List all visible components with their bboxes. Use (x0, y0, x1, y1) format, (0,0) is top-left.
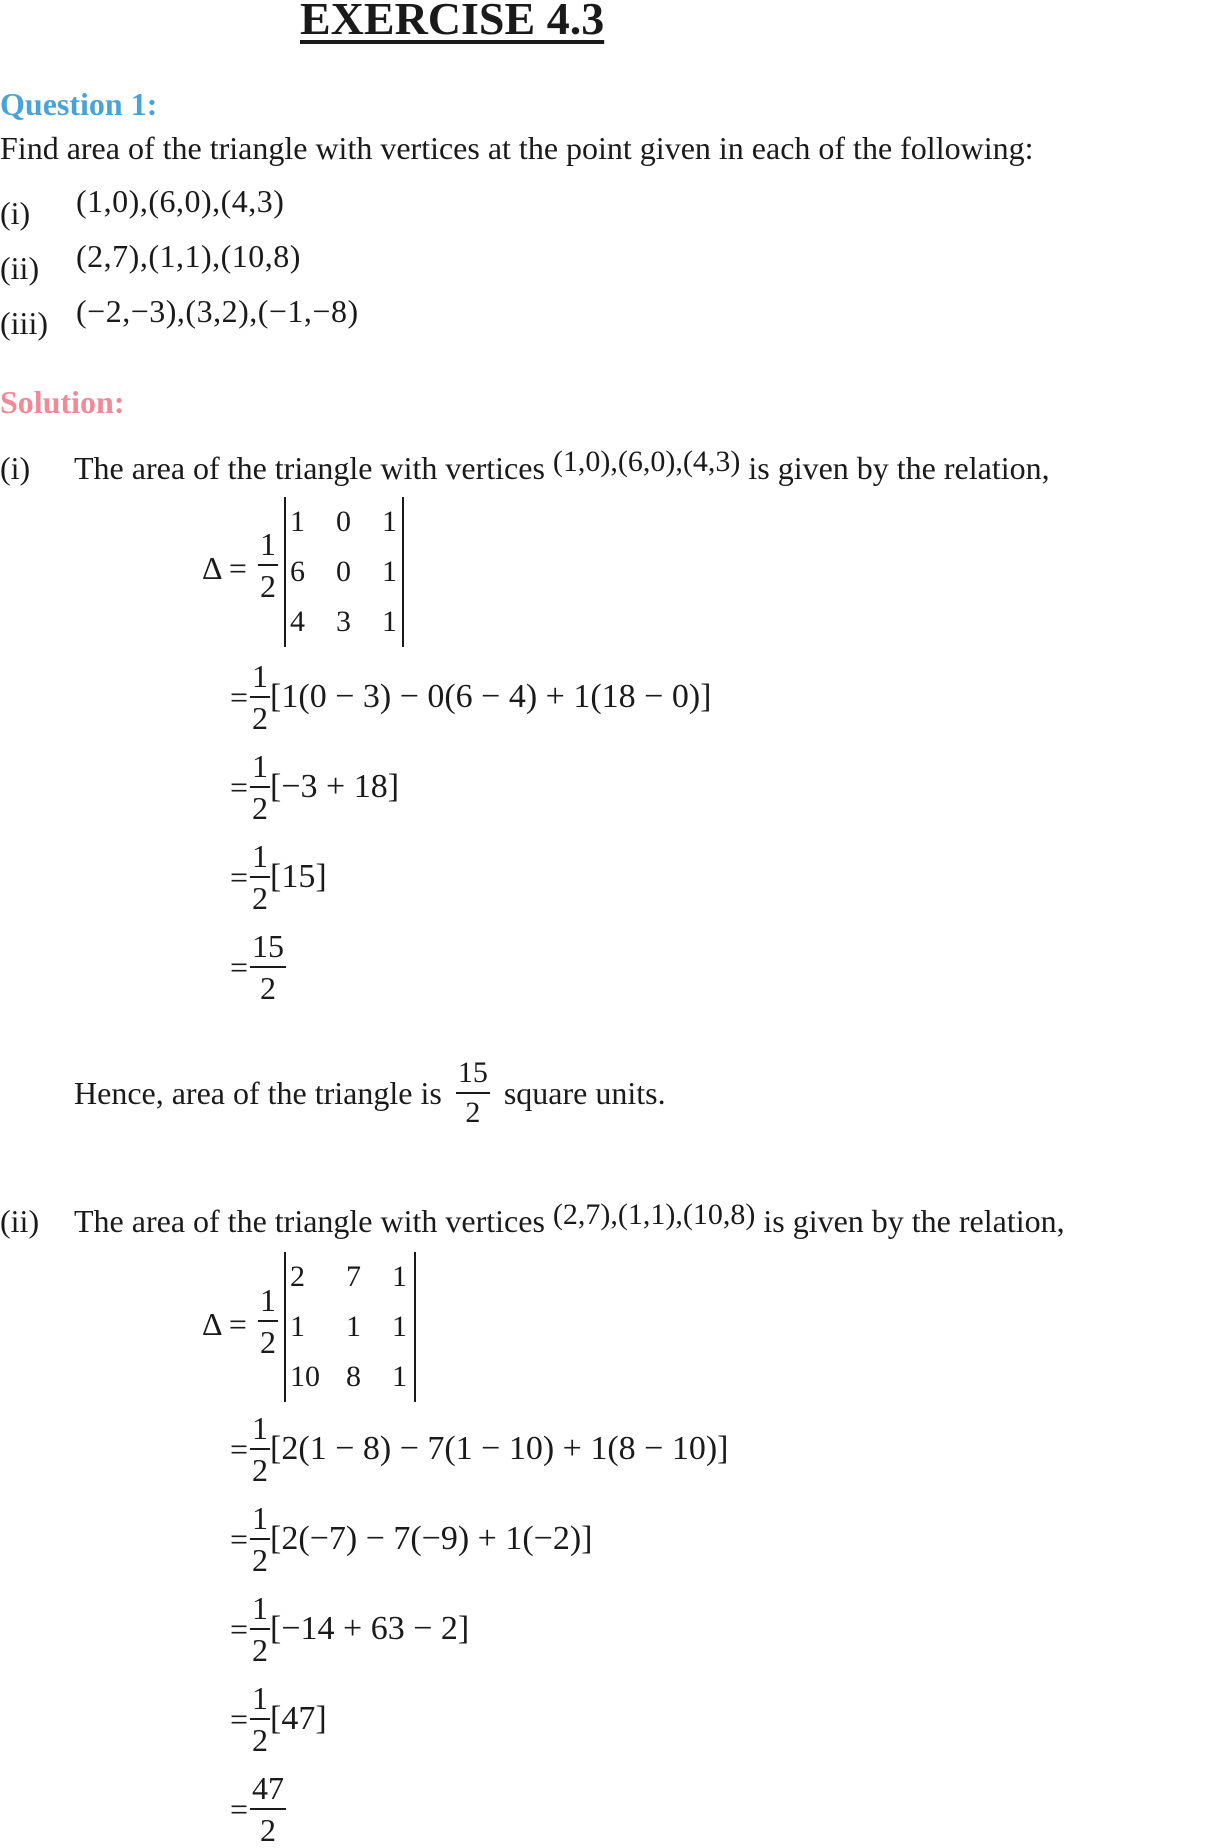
solution-result-ii: = $\frac{47}{2}$ (230, 1770, 285, 1848)
intro-text-end: is given by the relation, (763, 1203, 1065, 1239)
solution-part-label-ii: (ii) (0, 1203, 40, 1239)
intro-text-end: is given by the relation, (748, 450, 1050, 486)
solution-step-i-2: = $\frac{1}{2}$ [−3 + 18] (230, 748, 400, 826)
question-part-points-ii: (2,7),(1,1),(10,8) (76, 238, 301, 274)
vertices: (2,7),(1,1),(10,8) (552, 1198, 756, 1231)
solution-heading: Solution: (0, 384, 125, 420)
question-prompt: Find area of the triangle with vertices at the point given in each of the following: (0, 130, 1034, 166)
delta-label-ii: Δ = (202, 1306, 247, 1342)
determinant-ii: 2 7 1 1 1 1 10 8 1 (284, 1252, 416, 1402)
solution-step-i-1: = $\frac{1}{2}$ [1(0 − 3) − 0(6 − 4) + 1(18 − 0)] (230, 658, 712, 736)
conclusion-text: Hence, area of the triangle is (74, 1074, 442, 1111)
solution-step-i-3: = $\frac{1}{2}$ [15] (230, 838, 327, 916)
solution-step-ii-2: = $\frac{1}{2}$ [2(−7) − 7(−9) + 1(−2)] (230, 1500, 593, 1578)
solution-part-intro-i (74, 445, 1050, 487)
conclusion-i (74, 1058, 666, 1128)
question-part-label-iii: (iii) (0, 305, 48, 341)
question-part-points-i: (1,0),(6,0),(4,3) (76, 183, 285, 219)
half-fraction-i: $\frac{1}{2}$ (260, 526, 276, 604)
vertices: (1,0),(6,0),(4,3) (552, 445, 741, 478)
delta-label-i: Δ = (202, 550, 247, 586)
intro-text: The area of the triangle with vertices (74, 450, 545, 486)
half-fraction-ii: $\frac{1}{2}$ (260, 1282, 276, 1360)
question-part-label-ii: (ii) (0, 250, 40, 286)
solution-part-label-i: (i) (0, 450, 31, 486)
conclusion-text-end: square units. (503, 1074, 666, 1111)
intro-text: The area of the triangle with vertices (74, 1203, 545, 1239)
determinant-i: 1 0 1 6 0 1 4 3 1 (284, 497, 404, 647)
exercise-title: EXERCISE 4.3 (300, 0, 605, 44)
solution-step-ii-3: = $\frac{1}{2}$ [−14 + 63 − 2] (230, 1590, 470, 1668)
solution-result-i: = $\frac{15}{2}$ (230, 928, 285, 1006)
conclusion-fraction: $\frac{15}{2}$ (457, 1056, 488, 1129)
question-heading: Question 1: (0, 86, 158, 122)
solution-step-ii-1: = $\frac{1}{2}$ [2(1 − 8) − 7(1 − 10) + 1(8 − 10)] (230, 1410, 729, 1488)
solution-step-ii-4: = $\frac{1}{2}$ [47] (230, 1680, 327, 1758)
solution-part-intro-ii (74, 1198, 1065, 1240)
question-part-points-iii: (−2,−3),(3,2),(−1,−8) (76, 293, 359, 329)
question-part-label-i: (i) (0, 195, 31, 231)
